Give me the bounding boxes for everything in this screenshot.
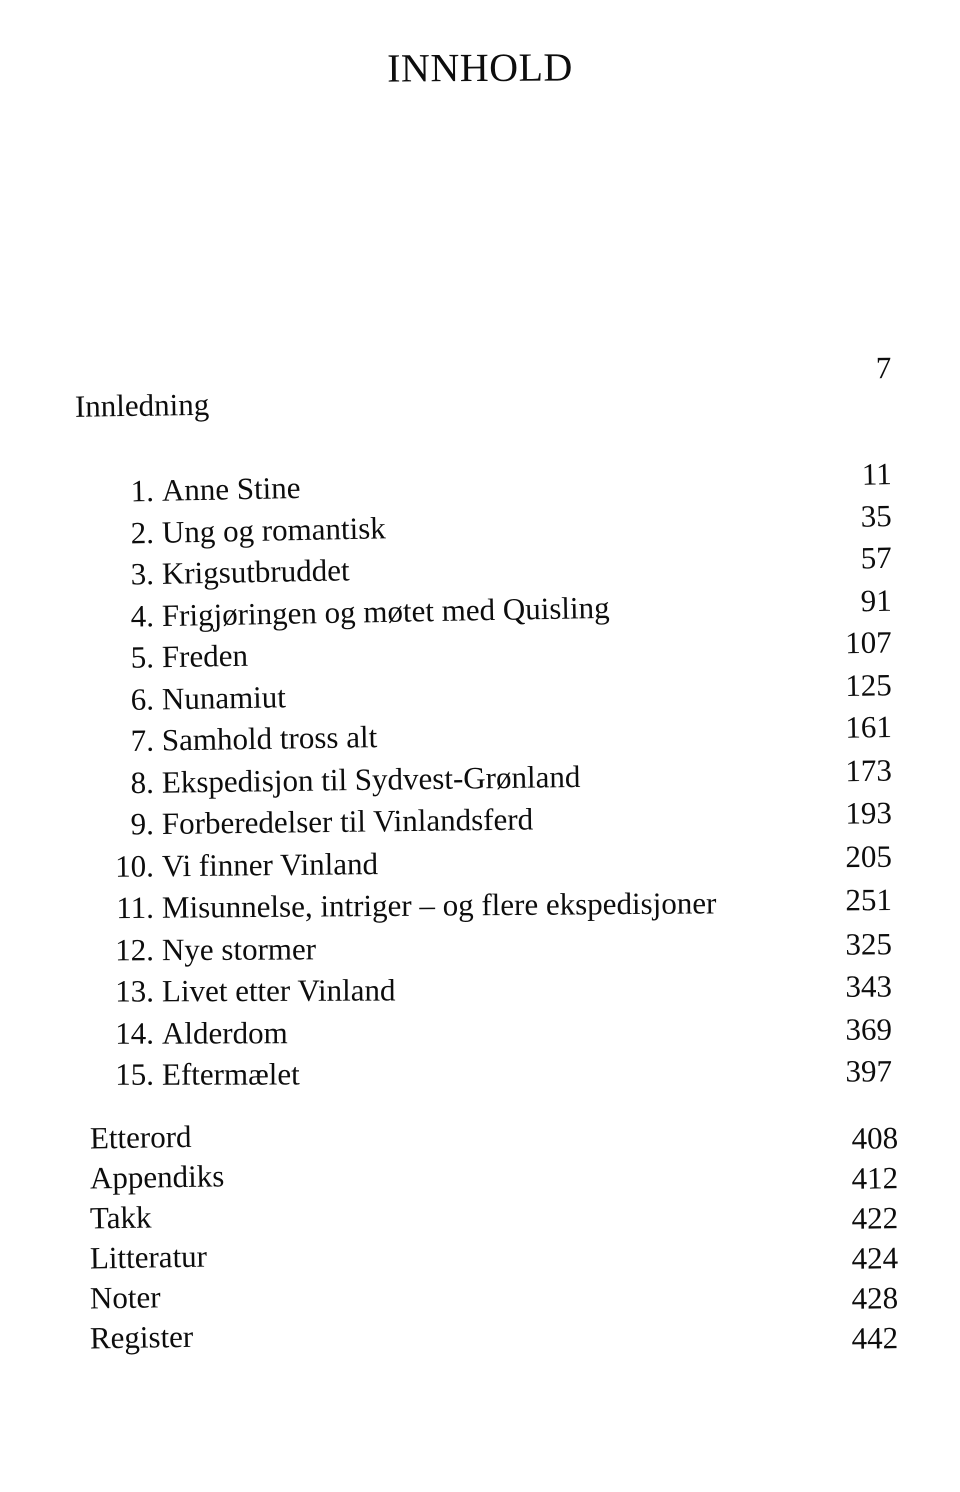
chapter-number: 7. bbox=[130, 722, 155, 758]
chapter-title: Nye stormer bbox=[161, 930, 317, 967]
toc-entry-label: Appendiks bbox=[89, 1158, 225, 1196]
chapter-page-number: 397 bbox=[845, 1053, 893, 1089]
toc-entry-page-number: 422 bbox=[851, 1200, 899, 1236]
chapter-title: Ekspedisjon til Sydvest-Grønland bbox=[161, 758, 581, 800]
chapter-number: 8. bbox=[130, 764, 155, 800]
chapter-page-number: 369 bbox=[845, 1011, 893, 1047]
toc-entry-innledning[interactable] bbox=[0, 349, 960, 434]
chapter-entry bbox=[92, 1058, 852, 1101]
back-matter-list bbox=[0, 1118, 960, 1364]
toc-chapter-row[interactable] bbox=[0, 968, 960, 1017]
toc-entry-label: Takk bbox=[89, 1199, 152, 1236]
chapter-page-number: 193 bbox=[845, 795, 893, 831]
chapter-page-number: 205 bbox=[845, 838, 893, 874]
chapter-title: Ung og romantisk bbox=[161, 509, 387, 550]
toc-entry-page-number: 442 bbox=[851, 1320, 899, 1356]
chapter-page-number: 161 bbox=[845, 708, 893, 745]
chapter-number: 5. bbox=[130, 639, 155, 675]
toc-entry-page-number: 428 bbox=[851, 1280, 899, 1316]
chapter-number: 15. bbox=[115, 1056, 155, 1092]
chapter-page-number: 107 bbox=[844, 624, 893, 661]
chapter-page-number: 35 bbox=[860, 497, 893, 534]
page-title: INNHOLD bbox=[387, 44, 573, 91]
chapter-title: Krigsutbruddet bbox=[161, 552, 350, 591]
toc-entry-label: Litteratur bbox=[89, 1238, 208, 1276]
chapter-entry bbox=[92, 800, 852, 851]
chapter-number: 4. bbox=[130, 597, 155, 634]
toc-entry-page-number: 7 bbox=[875, 349, 892, 386]
chapter-number: 12. bbox=[115, 931, 155, 967]
chapter-page-number: 57 bbox=[860, 539, 893, 576]
chapter-title: Livet etter Vinland bbox=[161, 972, 396, 1009]
chapter-title: Vi finner Vinland bbox=[161, 845, 379, 883]
chapter-number: 11. bbox=[116, 889, 155, 926]
chapter-page-number: 251 bbox=[845, 881, 893, 918]
chapter-number: 10. bbox=[115, 847, 155, 884]
chapter-entry bbox=[92, 843, 852, 892]
toc-entry-label: Innledning bbox=[74, 386, 210, 424]
chapter-entry bbox=[92, 886, 852, 933]
chapter-title: Samhold tross alt bbox=[161, 719, 378, 758]
toc-entry-label: Noter bbox=[89, 1279, 161, 1316]
chapter-number: 3. bbox=[130, 556, 155, 592]
chapter-entry bbox=[92, 973, 852, 1017]
chapter-title: Nunamiut bbox=[161, 678, 287, 716]
chapter-page-number: 343 bbox=[845, 968, 893, 1004]
chapter-title: Forberedelser til Vinlandsferd bbox=[161, 801, 534, 842]
chapter-page-number: 173 bbox=[845, 752, 893, 788]
toc-chapter-row[interactable] bbox=[0, 881, 960, 934]
toc-entry-label: Etterord bbox=[89, 1118, 192, 1156]
chapter-title: Anne Stine bbox=[161, 469, 301, 508]
toc-entry-page-number: 412 bbox=[851, 1160, 899, 1196]
chapter-page-number: 11 bbox=[861, 456, 893, 492]
chapter-number: 13. bbox=[115, 973, 155, 1009]
toc-entry-page-number: 408 bbox=[851, 1120, 899, 1156]
toc-chapter-row[interactable] bbox=[0, 1011, 960, 1059]
chapter-list bbox=[0, 456, 960, 1101]
chapter-page-number: 125 bbox=[844, 666, 893, 703]
chapter-entry bbox=[92, 1015, 852, 1058]
chapter-number: 9. bbox=[130, 806, 155, 842]
toc-chapter-row[interactable] bbox=[0, 925, 960, 976]
toc-entry-page-number: 424 bbox=[851, 1240, 899, 1276]
chapter-title: Freden bbox=[161, 637, 249, 675]
chapter-page-number: 325 bbox=[845, 925, 893, 962]
front-matter-list bbox=[0, 349, 960, 434]
chapter-number: 1. bbox=[130, 472, 155, 509]
chapter-number: 2. bbox=[130, 514, 155, 550]
chapter-number: 14. bbox=[115, 1015, 155, 1051]
chapter-page-number: 91 bbox=[860, 582, 893, 618]
chapter-number: 6. bbox=[130, 680, 155, 717]
chapter-title: Alderdom bbox=[161, 1014, 288, 1051]
toc-chapter-row[interactable] bbox=[0, 1053, 960, 1100]
chapter-entry bbox=[92, 930, 852, 975]
chapter-title: Eftermælet bbox=[161, 1056, 300, 1092]
chapter-title: Frigjøringen og møtet med Quisling bbox=[161, 589, 610, 633]
chapter-title: Misunnelse, intriger – og flere ekspedisjoner bbox=[161, 885, 717, 925]
toc-entry-label: Register bbox=[89, 1318, 194, 1356]
